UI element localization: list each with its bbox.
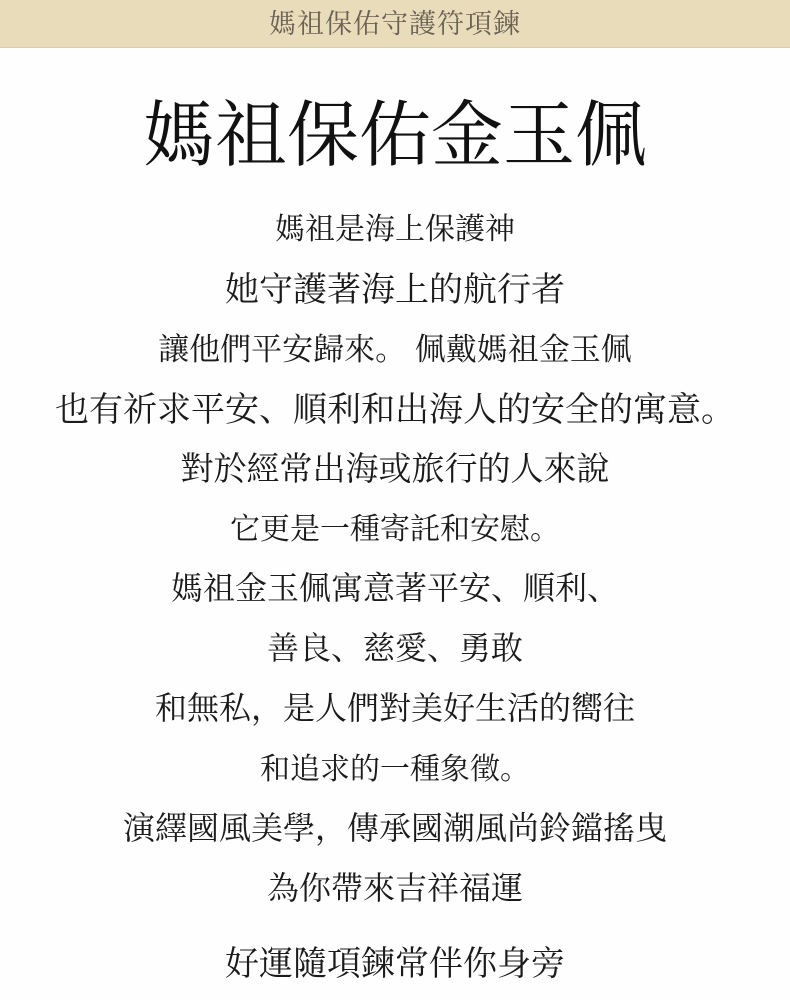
description-line: 為你帶來吉祥福運 xyxy=(266,870,523,906)
product-title: 媽祖保佑金玉佩 xyxy=(142,96,647,176)
description-line: 對於經常出海或旅行的人來說 xyxy=(180,449,610,487)
product-description xyxy=(0,94,790,990)
description-line: 媽祖金玉佩寓意著平安、順利、 xyxy=(170,570,619,606)
description-line: 它更是一種寄託和安慰。 xyxy=(230,513,560,546)
description-line: 好運隨項鍊常伴你身旁 xyxy=(225,944,565,983)
description-line: 媽祖是海上保護神 xyxy=(275,213,515,246)
header-title: 媽祖保佑守護符項鍊 xyxy=(269,9,521,39)
description-line: 她守護著海上的航行者 xyxy=(225,270,565,309)
description-line: 也有祈求平安、順利和出海人的安全的寓意。 xyxy=(55,390,735,429)
description-line: 演繹國風美學，傳承國潮風尚鈴鐺搖曳 xyxy=(122,810,667,846)
description-line: 善良、慈愛、勇敢 xyxy=(266,630,523,666)
description-line: 讓他們平安歸來。 佩戴媽祖金玉佩 xyxy=(158,331,632,367)
description-line: 和無私，是人們對美好生活的嚮往 xyxy=(154,690,635,726)
page-header-bar xyxy=(0,0,790,48)
description-line: 和追求的一種象徵。 xyxy=(260,753,530,786)
